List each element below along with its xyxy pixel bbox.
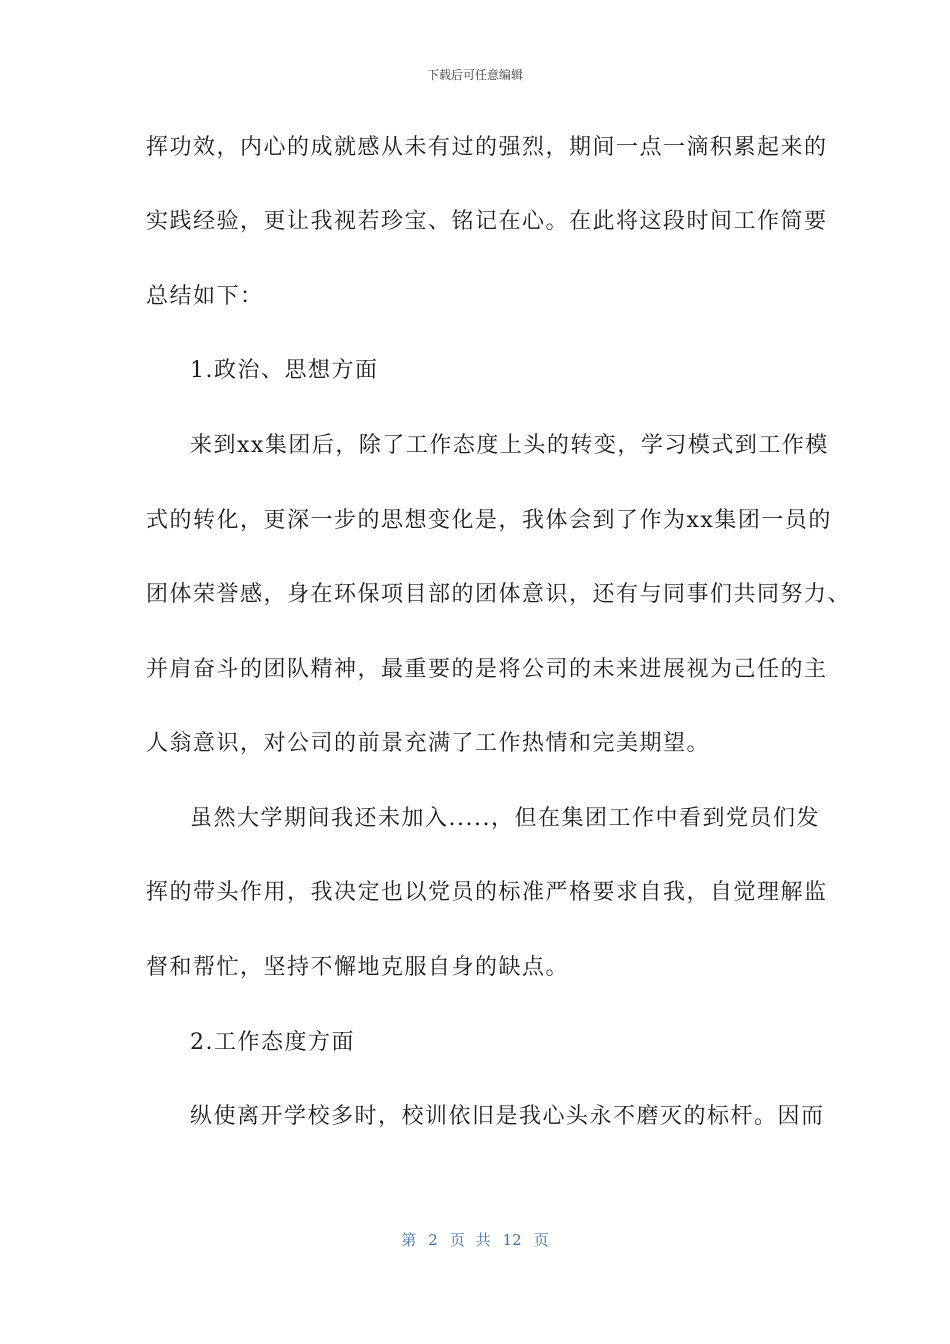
body-line: 挥的带头作用，我决定也以党员的标准严格要求自我，自觉理解监 xyxy=(146,880,828,905)
body-line: 团体荣誉感，身在环保项目部的团体意识，还有与同事们共同努力、 xyxy=(146,582,852,607)
body-line: 挥功效，内心的成就感从未有过的强烈，期间一点一滴积累起来的 xyxy=(146,135,828,160)
body-line: 实践经验，更让我视若珍宝、铭记在心。在此将这段时间工作简要 xyxy=(146,209,828,234)
body-line: 式的转化，更深一步的思想变化是，我体会到了作为xx集团一员的 xyxy=(146,508,832,533)
body-line: 来到xx集团后，除了工作态度上头的转变，学习模式到工作模 xyxy=(190,433,829,458)
page-suffix: 页 xyxy=(533,1231,549,1249)
page-mid: 页 共 xyxy=(449,1231,491,1249)
body-line: 纵使离开学校多时，校训依旧是我心头永不磨灭的标杆。因而 xyxy=(190,1104,825,1129)
body-line: 虽然大学期间我还未加入.....，但在集团工作中看到党员们发 xyxy=(190,806,820,831)
page-number-footer xyxy=(0,1229,950,1250)
section-heading: 2.工作态度方面 xyxy=(190,1030,355,1055)
body-line: 督和帮忙，坚持不懈地克服自身的缺点。 xyxy=(146,955,570,980)
page-current: 2 xyxy=(428,1231,438,1249)
page-prefix: 第 xyxy=(401,1231,417,1249)
body-line: 人翁意识，对公司的前景充满了工作热情和完美期望。 xyxy=(146,731,711,756)
header-note: 下载后可任意编辑 xyxy=(426,68,523,82)
page-total: 12 xyxy=(502,1231,522,1249)
section-heading: 1.政治、思想方面 xyxy=(190,358,379,383)
body-line: 并肩奋斗的团队精神，最重要的是将公司的未来进展视为己任的主 xyxy=(146,657,828,682)
body-line: 总结如下： xyxy=(146,284,264,309)
